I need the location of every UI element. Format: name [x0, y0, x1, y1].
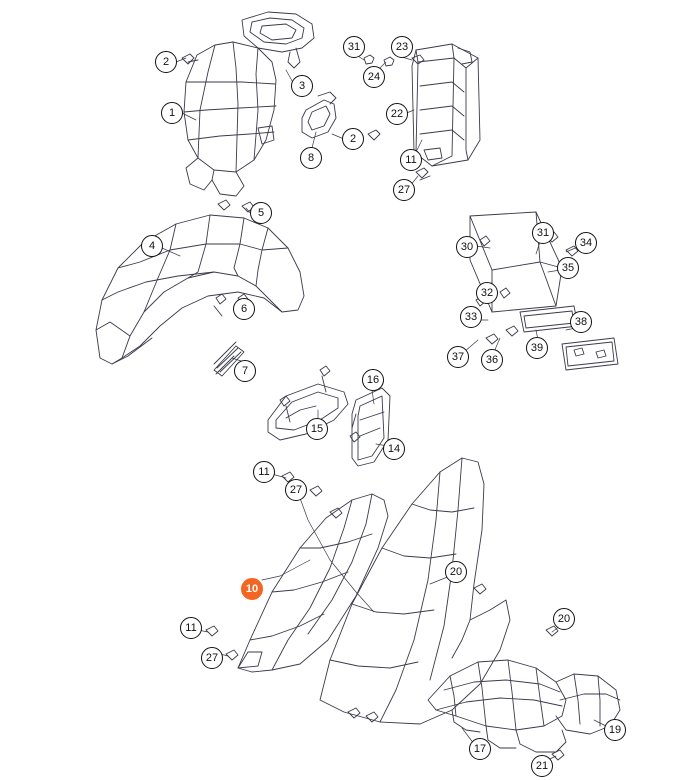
callout-20[interactable]: 20: [553, 608, 575, 630]
callout-16[interactable]: 16: [362, 369, 384, 391]
callout-27[interactable]: 27: [201, 647, 223, 669]
part-upper-bracket: [242, 12, 314, 68]
callout-15[interactable]: 15: [306, 418, 328, 440]
callout-34[interactable]: 34: [575, 232, 597, 254]
callout-4[interactable]: 4: [141, 235, 163, 257]
callout-30[interactable]: 30: [456, 236, 478, 258]
part-headlight-mask: [184, 42, 276, 196]
callout-31[interactable]: 31: [532, 222, 554, 244]
callout-27[interactable]: 27: [285, 479, 307, 501]
fasteners-left: [182, 54, 380, 140]
callout-35[interactable]: 35: [557, 257, 579, 279]
callout-24[interactable]: 24: [363, 66, 385, 88]
callout-10[interactable]: 10: [241, 578, 263, 600]
callout-22[interactable]: 22: [386, 103, 408, 125]
callout-2[interactable]: 2: [342, 128, 364, 150]
callout-23[interactable]: 23: [391, 36, 413, 58]
part-clip: [302, 92, 336, 138]
leader-lines: [162, 56, 606, 760]
callout-20[interactable]: 20: [445, 561, 467, 583]
callout-8[interactable]: 8: [300, 147, 322, 169]
callout-19[interactable]: 19: [604, 719, 626, 741]
callout-27[interactable]: 27: [393, 179, 415, 201]
callout-11[interactable]: 11: [180, 617, 202, 639]
callout-1[interactable]: 1: [161, 102, 183, 124]
callout-5[interactable]: 5: [250, 202, 272, 224]
callout-17[interactable]: 17: [469, 738, 491, 760]
fasteners-lower: [206, 472, 564, 760]
callout-3[interactable]: 3: [291, 75, 313, 97]
callout-36[interactable]: 36: [481, 349, 503, 371]
callout-11[interactable]: 11: [253, 461, 275, 483]
callout-21[interactable]: 21: [531, 755, 553, 777]
callout-2[interactable]: 2: [155, 51, 177, 73]
callout-37[interactable]: 37: [447, 346, 469, 368]
callout-39[interactable]: 39: [526, 337, 548, 359]
part-front-fender: [96, 215, 304, 364]
callout-6[interactable]: 6: [233, 298, 255, 320]
part-filter-box: [412, 44, 480, 166]
callout-33[interactable]: 33: [460, 306, 482, 328]
callout-38[interactable]: 38: [570, 311, 592, 333]
callout-32[interactable]: 32: [476, 282, 498, 304]
callout-7[interactable]: 7: [234, 360, 256, 382]
callout-14[interactable]: 14: [383, 438, 405, 460]
callout-31[interactable]: 31: [343, 36, 365, 58]
callout-11[interactable]: 11: [400, 149, 422, 171]
